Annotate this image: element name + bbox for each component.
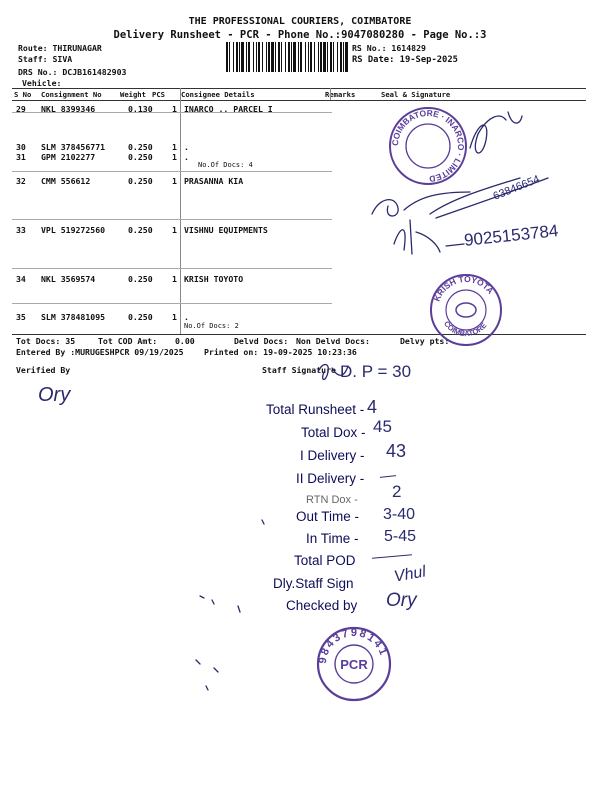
row-consignment: CMM 556612 [41, 176, 91, 186]
signature-vishnu [394, 220, 464, 254]
ii-delivery-label: II Delivery - [296, 471, 365, 486]
verified-by-label: Verified By [16, 365, 71, 375]
inarco-seal-stamp [386, 104, 470, 188]
row-sno: 33 [16, 225, 26, 235]
delvy-pts: Delvy pts: [400, 336, 450, 346]
svg-text:COIMBATORE [442, 319, 488, 338]
total-dox-label: Total Dox - [301, 425, 366, 440]
hw-dp-note: D. P = 30 [340, 362, 412, 381]
row-sno: 32 [16, 176, 26, 186]
tot-docs: Tot Docs: 35 [16, 336, 76, 346]
rs-date: RS Date: 19-Sep-2025 [352, 55, 458, 65]
row-sno: 30 [16, 142, 26, 152]
total-pod-label: Total POD [294, 553, 356, 568]
row-weight: 0.130 [128, 104, 153, 114]
col-remarks: Remarks [325, 90, 356, 99]
col-sno: S No [14, 90, 32, 99]
row-weight: 0.250 [128, 225, 153, 235]
row-pcs: 1 [172, 142, 177, 152]
col-consignment: Consignment No [41, 90, 102, 99]
hw-dox-value: 45 [373, 417, 392, 436]
inarco-ring-text: COIMBATORE · INARCO · LIMITED [389, 107, 467, 185]
col-pcs: PCS [152, 90, 165, 99]
row-sno: 29 [16, 104, 26, 114]
row-consignee: . [184, 142, 189, 152]
hw-i-delivery-value: 43 [386, 441, 407, 461]
col-seal: Seal & Signature [381, 90, 451, 99]
row-consignment: NKL 3569574 [41, 274, 96, 284]
pcr-ring-text: 9843798141 [316, 626, 390, 665]
row-consignment: GPM 2102277 [41, 152, 96, 162]
row-sno: 31 [16, 152, 26, 162]
row-consignee: KRISH TOYOTO [184, 274, 244, 284]
row-consignment: SLM 378456771 [41, 142, 106, 152]
staff-label: Staff: SIVA [18, 54, 73, 64]
row-pcs: 1 [172, 312, 177, 322]
row-sno: 35 [16, 312, 26, 322]
hw-phone-one: 63846654 [491, 173, 542, 203]
row-consignee: INARCO .. PARCEL I [184, 104, 273, 114]
total-runsheet-label: Total Runsheet - [266, 402, 365, 417]
i-delivery-label: I Delivery - [300, 448, 365, 463]
row-consignment: NKL 8399346 [41, 104, 96, 114]
company-name: THE PROFESSIONAL COURIERS, COIMBATORE [188, 16, 412, 27]
row-weight: 0.250 [128, 142, 153, 152]
row-weight: 0.250 [128, 274, 153, 284]
docs-note: No.Of Docs: 2 [184, 322, 239, 330]
out-time-label: Out Time - [296, 509, 360, 524]
scribble-dots-left [196, 520, 264, 690]
rtn-dox-label: RTN Dox - [306, 494, 358, 506]
row-weight: 0.250 [128, 312, 153, 322]
delvd-docs: Delvd Docs: [234, 336, 289, 346]
hw-dly-sign-value: Vhul [392, 563, 428, 586]
signature-staff [318, 365, 348, 380]
row-pcs: 1 [172, 225, 177, 235]
checked-by-label: Checked by [286, 598, 358, 613]
runsheet-title: Delivery Runsheet - PCR - Phone No.:9047080280 - Page No.:3 [113, 29, 487, 41]
col-consignee: Consignee Details [181, 90, 255, 99]
row-consignee: PRASANNA KIA [184, 176, 244, 186]
row-consignee: VISHNU EQUIPMENTS [184, 225, 268, 235]
docs-note: No.Of Docs: 4 [198, 161, 253, 169]
toyota-bottom-text: COIMBATORE [441, 319, 489, 339]
col-weight: Weight [120, 90, 146, 99]
row-pcs: 1 [172, 274, 177, 284]
non-delvd-docs: Non Delvd Docs: [296, 336, 370, 346]
pcr-seal-stamp [314, 624, 394, 704]
dly-staff-sign-label: Dly.Staff Sign [273, 576, 354, 591]
tot-cod-value: 0.00 [175, 336, 195, 346]
svg-text:KRISH TOYOTA [432, 274, 496, 303]
route-label: Route: THIRUNAGAR [18, 43, 102, 53]
krish-toyota-stamp [428, 272, 504, 348]
hw-phone-two: 9025153784 [463, 221, 560, 250]
hw-out-time-value: 3-40 [383, 506, 416, 523]
pcr-center-text: PCR [340, 657, 368, 672]
row-pcs: 1 [172, 176, 177, 186]
row-consignee: . [184, 312, 189, 322]
hw-in-time-value: 5-45 [384, 528, 417, 545]
row-consignment: VPL 519272560 [41, 225, 106, 235]
tot-cod-label: Tot COD Amt: [98, 336, 158, 346]
printed-on: Printed on: 19-09-2025 10:23:36 [204, 347, 357, 357]
in-time-label: In Time - [306, 531, 359, 546]
hw-checked-value: Ory [386, 590, 417, 611]
hw-rtn-value: 2 [392, 482, 402, 501]
row-pcs: 1 [172, 152, 177, 162]
row-weight: 0.250 [128, 152, 153, 162]
row-consignment: SLM 378481095 [41, 312, 106, 322]
row-consignee: . [184, 152, 189, 162]
toyota-top-text: KRISH TOYOTA [431, 273, 496, 303]
row-pcs: 1 [172, 104, 177, 114]
row-weight: 0.250 [128, 176, 153, 186]
vehicle-label: Vehicle: [22, 78, 62, 88]
row-sno: 34 [16, 274, 26, 284]
hw-runsheet-value: 4 [367, 397, 378, 417]
entered-by: Entered By :MURUGESHPCR 09/19/2025 [16, 347, 184, 357]
signature-seal-row [470, 112, 522, 153]
hw-verified-initials: Ory [38, 384, 71, 406]
drs-label: DRS No.: DCJB161482903 [18, 67, 127, 77]
staff-signature-label: Staff Signature [262, 365, 336, 375]
rs-number: RS No.: 1614829 [352, 43, 426, 53]
